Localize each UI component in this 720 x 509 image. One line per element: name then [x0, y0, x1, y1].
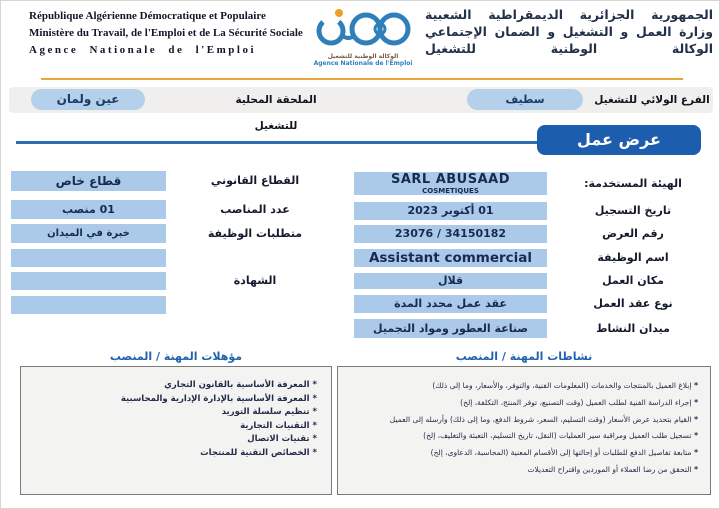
header-arabic-line3: الوكالة الوطنية للتشغيل [425, 41, 713, 56]
qualification-item: * تنظيم سلسلة التوريد [31, 406, 317, 420]
header-french [29, 8, 341, 59]
employer-name: SARL ABUSAAD [390, 172, 511, 187]
field-job-requirements-label: متطلبات الوظيفة [207, 227, 303, 240]
qualification-item: * تقنيات الاتصال [31, 433, 317, 447]
header-french-line3: Agence Nationale de l'Emploi [29, 44, 257, 56]
wilaya-branch-label: الفرع الولائي للتشغيل [594, 94, 710, 106]
field-offer-number-label: رقم العرض [602, 227, 664, 240]
field-job-title-label: اسم الوظيفة [597, 251, 669, 264]
qualifications-section-title: مؤهلات المهنة / المنصب [109, 350, 243, 363]
field-job-title-value: Assistant commercial [354, 249, 547, 267]
activity-item: * متابعة تفاصيل الدفع للطلبات أو إحالتها إلى الأقسام المعنية (المحاسبة، الدعاوى، إلخ) [348, 445, 698, 462]
field-job-requirements-value: خبرة في الميدان [11, 224, 166, 243]
field-registration-date-value: 01 أكتوبر 2023 [354, 202, 547, 220]
field-activity-domain-value: صناعة العطور ومواد التجميل [354, 319, 547, 338]
header-arabic-line2: وزارة العمل و التشغيل و الضمان الإجتماعي [425, 24, 713, 39]
qualification-item: * الخصائص التقنية للمنتجات [31, 447, 317, 461]
activity-item: * إجراء الدراسة الفنية لطلب العميل (وقت التصنيع، توفر المنتج، التكلفة، إلخ) [348, 395, 698, 412]
local-annex-label: الملحقة المحلية للتشغيل [235, 94, 317, 132]
field-contract-type-label: نوع عقد العمل [593, 297, 673, 310]
header-arabic [425, 6, 713, 57]
field-employer-label: الهيئة المستخدمة: [584, 177, 682, 190]
header-arabic-line1: الجمهورية الجزائرية الديمقراطية الشعبية [425, 7, 713, 22]
field-positions-count-label: عدد المناصب [220, 203, 290, 216]
field-empty-value-2 [11, 296, 166, 314]
header-french-line2: Ministère du Travail, de l'Emploi et de La Sécurité Sociale [29, 27, 303, 39]
title-rule-line [16, 141, 540, 144]
employer-name-sub: COSMETIQUES [422, 187, 479, 195]
anem-logo [311, 5, 415, 67]
field-work-location-label: مكان العمل [602, 274, 664, 287]
logo-caption-french: Agence Nationale de l'Emploi [313, 60, 413, 67]
field-activity-domain-label: ميدان النشاط [596, 322, 670, 335]
qualification-item: * التقنيات التجارية [31, 420, 317, 434]
field-certificate-value [11, 272, 166, 290]
field-positions-count-value: 01 منصب [11, 200, 166, 219]
activity-item: * القيام بتحديد عرض الأسعار (وقت التسليم، السعر، شروط الدفع، وما إلى ذلك) وأرسله إلى العميل [348, 412, 698, 429]
logo-caption-arabic: الوكالة الوطنية للتشغيل [327, 53, 399, 60]
activity-item: * إبلاغ العميل بالمنتجات والخدمات (المعلومات الفنية، والتوفر، والأسعار، وما إلى ذلك) [348, 378, 698, 395]
field-offer-number-value: 34150182 / 23076 [354, 225, 547, 243]
field-certificate-label: الشهادة [233, 274, 277, 287]
activities-section-title: نشاطات المهنة / المنصب [455, 350, 593, 363]
field-empty-value-1 [11, 249, 166, 267]
anem-logo-icon [311, 5, 415, 49]
qualification-item: * المعرفة الأساسية بالقانون التجاري [31, 379, 317, 393]
wilaya-branch-value: سطيف [467, 89, 583, 110]
field-work-location-value: قلال [354, 273, 547, 289]
field-legal-sector-label: القطاع القانوني [210, 174, 300, 187]
field-registration-date-label: تاريخ التسجيل [594, 204, 672, 217]
activity-item: * تسجيل طلب العميل ومراقبة سير العمليات (النقل، تاريخ التسليم، التعبئة والتغليف، إلخ) [348, 428, 698, 445]
header-divider-line [41, 78, 683, 80]
qualification-item: * المعرفة الأساسية بالإدارة الإدارية والمحاسبية [31, 393, 317, 407]
activities-box [337, 366, 711, 495]
local-annex-value: عين ولمان [31, 89, 145, 110]
field-employer-value [354, 172, 547, 195]
page-title: عرض عمل [537, 125, 701, 155]
qualifications-box [20, 366, 332, 495]
field-contract-type-value: عقد عمل محدد المدة [354, 295, 547, 313]
activity-item: * التحقق من رضا العملاء أو الموردين واقتراح التعديلات [348, 462, 698, 479]
header-french-line1: République Algérienne Démocratique et Populaire [29, 10, 266, 22]
field-legal-sector-value: قطاع خاص [11, 171, 166, 191]
